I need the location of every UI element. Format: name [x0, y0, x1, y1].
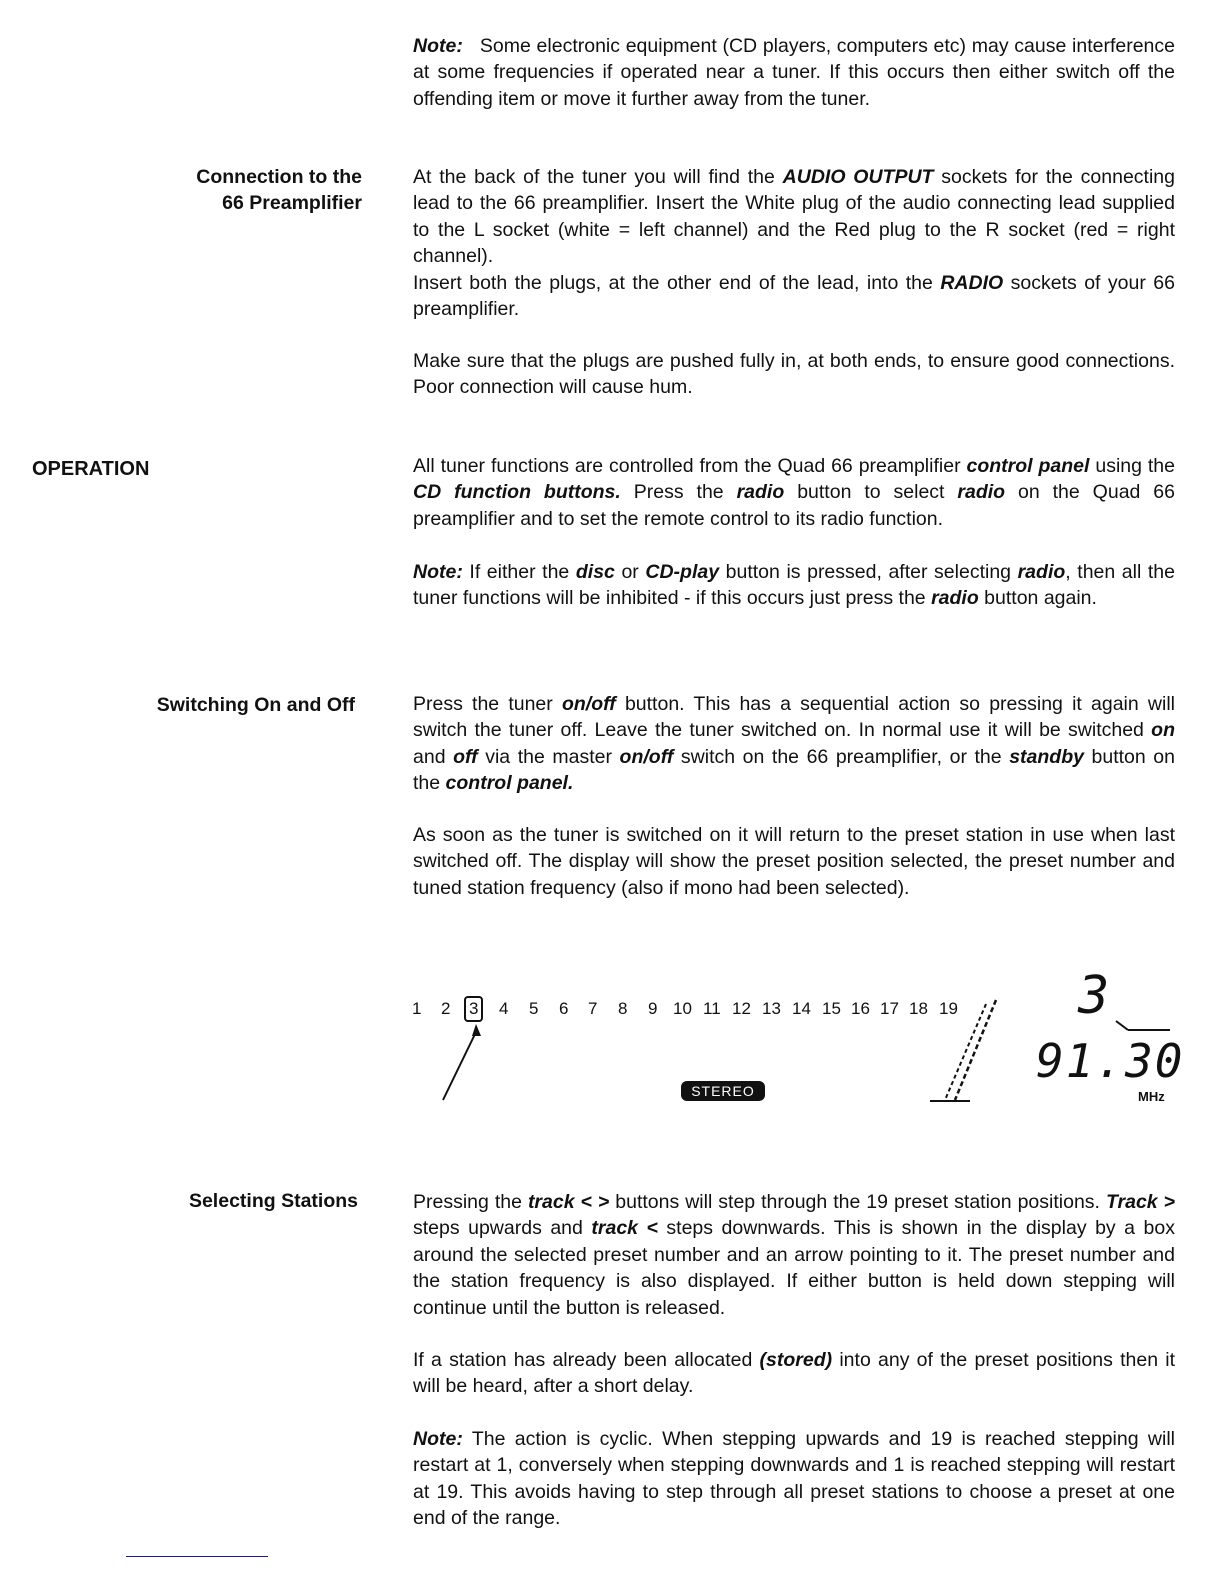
preset-number: 11 — [703, 999, 721, 1018]
text-run: At the back of the tuner you will find the — [413, 166, 783, 188]
text-run: sockets for the connecting lead to the 66 preamplifier. Insert the White plug of the audio connecting lead supplied to the L socket (white = left channel) and the Red plug to the R socket (red = right channel). — [413, 166, 1175, 268]
text-run: If either the — [462, 561, 576, 583]
emphasis: CD-play — [645, 561, 720, 583]
emphasis: radio — [957, 481, 1006, 504]
selecting-heading: Selecting Stations — [188, 1190, 358, 1212]
preset-number: 18 — [909, 999, 928, 1018]
text-run: steps downwards. This is shown in the display by a box around the selected preset number and an arrow pointing to it. The preset number and the station frequency is also displayed. If either button is held down stepping will continue until the button is released. — [413, 1217, 1175, 1319]
text-run: If a station has already been allocated — [413, 1349, 760, 1371]
text-run: button on the — [413, 745, 1175, 795]
text-run: via the master — [477, 745, 620, 768]
preset-number: 5 — [529, 999, 539, 1018]
text-run: , then all the tuner functions will be inhibited - if this occurs just press the — [413, 561, 1175, 610]
preset-number: 9 — [648, 999, 658, 1018]
emphasis: radio — [1017, 561, 1066, 583]
emphasis: on — [1151, 719, 1175, 742]
emphasis: Track > — [1105, 1191, 1176, 1213]
selector-arrow-line — [443, 1032, 476, 1100]
footer-rule — [126, 1556, 268, 1557]
note-label: Note: — [413, 1428, 463, 1450]
signal-segment-line — [945, 1004, 986, 1100]
text-run: buttons will step through the 19 preset station positions. — [609, 1191, 1106, 1213]
text-run: steps upwards and — [413, 1217, 592, 1240]
text-run: sockets of your 66 preamplifier. — [413, 271, 1175, 321]
emphasis: off — [453, 745, 478, 768]
intro-note-text: Some electronic equipment (CD players, computers etc) may cause interference at some frequencies if operated near a tuner. If this occurs then either switch off the offending item or move it further away from the tuner. — [413, 35, 1175, 110]
emphasis: track < > — [527, 1191, 610, 1213]
preset-number: 7 — [588, 999, 598, 1018]
emphasis: (stored) — [759, 1349, 833, 1371]
selector-arrow-head — [472, 1024, 481, 1036]
preset-number: 1 — [412, 999, 422, 1018]
emphasis: on/off — [561, 693, 616, 715]
text-run: button again. — [978, 587, 1097, 610]
text-run: The action is cyclic. When stepping upwards and 19 is reached stepping will restart at 1, conversely when stepping downwards and 1 is reached stepping will restart at 19. This avoids having to step through all preset stations to choose a preset at one end of the range. — [413, 1428, 1175, 1530]
preset-number: 10 — [673, 999, 692, 1018]
emphasis: CD function buttons. — [413, 481, 621, 504]
preset-number: 17 — [880, 999, 899, 1018]
preset-number: 13 — [762, 999, 781, 1018]
emphasis: disc — [575, 561, 615, 583]
text-run: using the — [1089, 455, 1175, 477]
preset-number: 8 — [618, 999, 628, 1018]
switching-paragraph-2: As soon as the tuner is switched on it will return to the preset station in use when last switched off. The display will show the preset position selected, the preset number and tuned station frequency (also if mono had been selected). — [413, 824, 1175, 899]
text-run: button to select — [784, 481, 958, 504]
emphasis: on/off — [619, 745, 674, 768]
audio-output-term: AUDIO OUTPUT — [782, 166, 934, 188]
text-run: or — [614, 561, 646, 583]
text-run: Insert both the plugs, at the other end of the lead, into the — [413, 271, 941, 294]
text-run: button is pressed, after selecting — [719, 561, 1018, 583]
text-run: on the Quad 66 preamplifier and to set the remote control to its radio function. — [413, 481, 1175, 530]
connection-paragraph-2: Make sure that the plugs are pushed fully in, at both ends, to ensure good connections. Poor connection will cause hum. — [413, 350, 1175, 399]
emphasis: track < — [591, 1217, 658, 1240]
radio-term: RADIO — [940, 271, 1004, 294]
preset-number-selected: 3 — [464, 996, 483, 1022]
emphasis: control panel — [966, 455, 1090, 477]
text-run: and — [413, 745, 454, 768]
preset-number: 6 — [559, 999, 569, 1018]
preset-number: 19 — [939, 999, 958, 1018]
lcd-frequency: 91.30 — [1036, 1034, 1185, 1088]
text-run: button. This has a sequential action so pressing it again will switch the tuner off. Leave the tuner switched on. In normal use it will be switched — [413, 693, 1176, 742]
lcd-unit: MHz — [1138, 1089, 1165, 1104]
text-run: Press the tuner — [413, 693, 562, 715]
note-label: Note: — [413, 561, 463, 583]
text-run: Press the — [620, 481, 737, 504]
emphasis: radio — [736, 481, 785, 504]
signal-segment-line — [955, 1000, 996, 1100]
text-run: Pressing the — [413, 1191, 528, 1213]
preset-number: 12 — [732, 999, 751, 1018]
text-run: into any of the preset positions then it will be heard, after a short delay. — [413, 1349, 1176, 1398]
preset-number: 4 — [499, 999, 509, 1018]
preset-number: 14 — [792, 999, 811, 1018]
preset-number: 15 — [822, 999, 841, 1018]
emphasis: radio — [931, 587, 979, 610]
preset-underline-hook — [1116, 1021, 1128, 1030]
selecting-note — [413, 1426, 1175, 1532]
switching-heading: Switching On and Off — [156, 694, 355, 716]
connection-heading-line1: Connection to the — [196, 166, 362, 188]
preset-number: 2 — [441, 999, 451, 1018]
emphasis: control panel. — [445, 772, 574, 795]
text-run: switch on the 66 preamplifier, or the — [673, 745, 1010, 768]
connection-heading-line2: 66 Preamplifier — [222, 192, 362, 215]
emphasis: standby — [1009, 745, 1084, 768]
stereo-indicator: STEREO — [681, 1081, 765, 1101]
selecting-paragraph-1 — [413, 1189, 1175, 1321]
operation-heading: OPERATION — [32, 458, 150, 480]
text-run: All tuner functions are controlled from the Quad 66 preamplifier — [413, 455, 967, 477]
note-label: Note: — [413, 35, 463, 57]
selecting-paragraph-2 — [413, 1347, 1175, 1400]
lcd-preset-number: 3 — [1078, 966, 1110, 1026]
preset-number: 16 — [851, 999, 870, 1018]
